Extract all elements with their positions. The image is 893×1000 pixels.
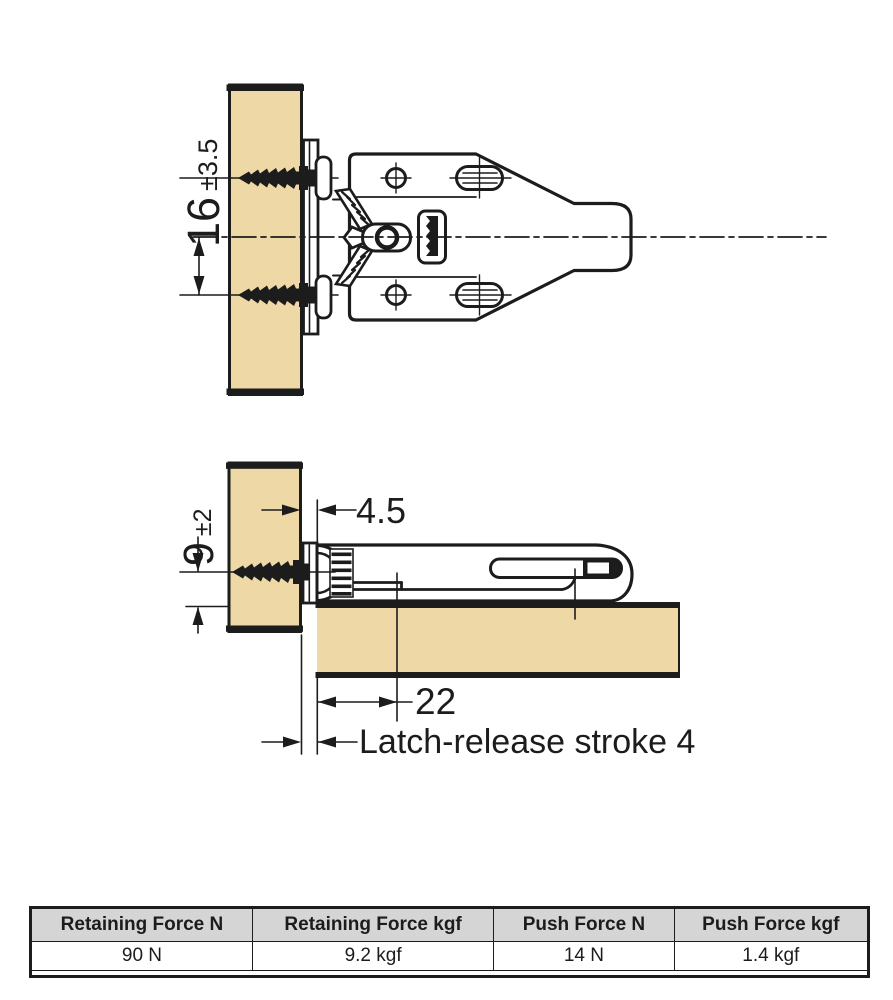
ribbed-block-side xyxy=(330,549,353,597)
dimension-22 xyxy=(318,697,412,708)
slider-window xyxy=(588,563,610,574)
value-retaining-force-n: 90 N xyxy=(32,942,252,971)
dimension-latch-release xyxy=(262,737,357,748)
value-retaining-force-kgf: 9.2 kgf xyxy=(252,942,493,971)
plate-boss-lower xyxy=(316,276,331,318)
arm-slot xyxy=(491,559,622,578)
side-wood-panel xyxy=(229,463,301,632)
shelf-panel xyxy=(316,602,681,678)
spec-table-header-row xyxy=(32,909,867,942)
header-push-force-kgf: Push Force kgf xyxy=(674,909,867,942)
header-retaining-force-kgf: Retaining Force kgf xyxy=(252,909,493,942)
top-wood-panel xyxy=(230,85,302,395)
latch-release-label: Latch-release stroke 4 xyxy=(359,723,696,761)
dim-16-label: 16±3.5 xyxy=(178,138,229,247)
spec-table-value-row xyxy=(32,942,867,971)
spec-table xyxy=(29,906,870,978)
header-push-force-n: Push Force N xyxy=(494,909,674,942)
value-push-force-n: 14 N xyxy=(494,942,674,971)
value-push-force-kgf: 1.4 kgf xyxy=(674,942,867,971)
header-retaining-force-n: Retaining Force N xyxy=(32,909,252,942)
dim-22-label: 22 xyxy=(415,681,457,722)
plate-boss-upper xyxy=(316,157,331,199)
dim-4-5-label: 4.5 xyxy=(356,490,407,531)
dim-9-label: 9±2 xyxy=(175,508,223,566)
top-view xyxy=(180,85,826,396)
